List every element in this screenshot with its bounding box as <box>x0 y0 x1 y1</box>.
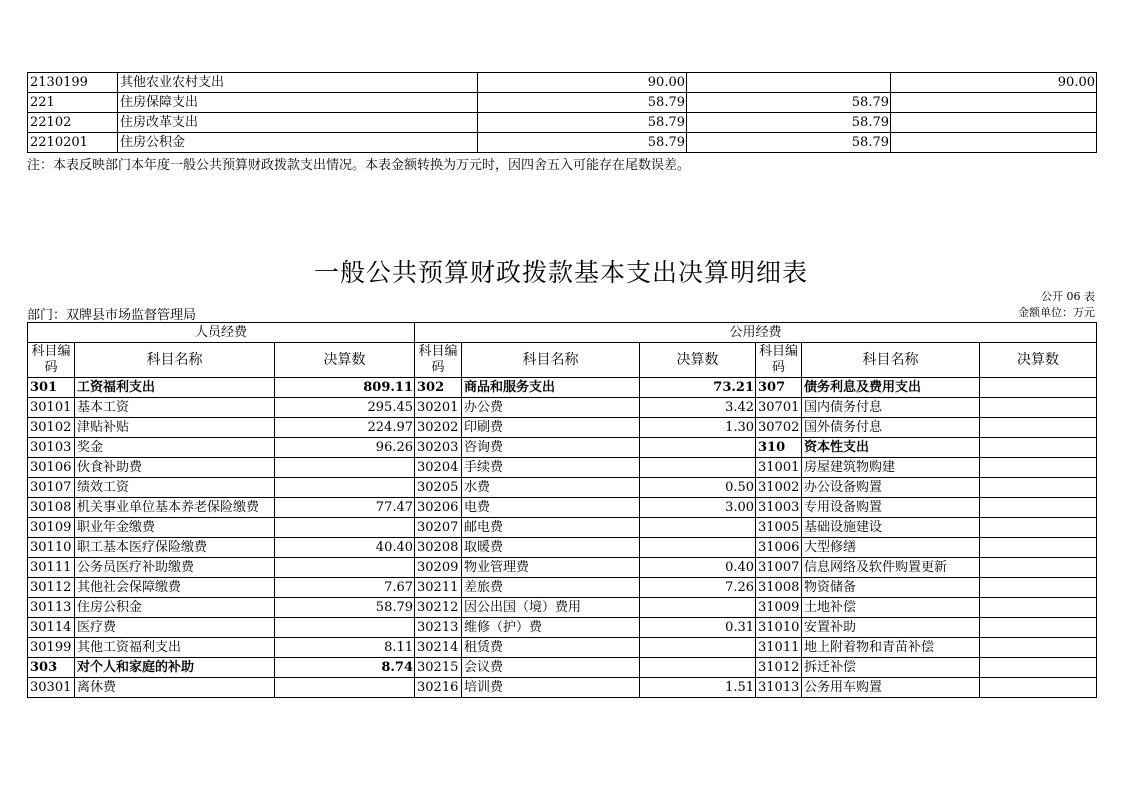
subject-code: 31007 <box>756 558 802 578</box>
subject-code: 30202 <box>415 418 462 438</box>
final-amount <box>980 478 1097 498</box>
subject-code: 31005 <box>756 518 802 538</box>
col-header-amount: 决算数 <box>275 343 415 378</box>
subject-code: 30101 <box>28 398 75 418</box>
project-amount: 90.00 <box>891 73 1097 93</box>
personnel-header: 人员经费 <box>28 323 415 343</box>
final-amount <box>980 438 1097 458</box>
final-amount <box>640 438 756 458</box>
subject-name: 离休费 <box>75 678 275 698</box>
subject-name: 租赁费 <box>462 638 640 658</box>
subject-code: 30215 <box>415 658 462 678</box>
basic-amount: 58.79 <box>687 93 891 113</box>
subject-code: 30203 <box>415 438 462 458</box>
subject-name: 专用设备购置 <box>802 498 980 518</box>
subject-code: 31009 <box>756 598 802 618</box>
subject-name: 取暖费 <box>462 538 640 558</box>
subject-name: 房屋建筑物购建 <box>802 458 980 478</box>
final-amount <box>275 678 415 698</box>
subject-name: 奖金 <box>75 438 275 458</box>
table-row <box>28 478 1097 498</box>
subject-code: 30208 <box>415 538 462 558</box>
subject-code: 31008 <box>756 578 802 598</box>
subject-name: 咨询费 <box>462 438 640 458</box>
final-amount: 1.51 <box>640 678 756 698</box>
final-amount <box>275 618 415 638</box>
subject-name: 办公设备购置 <box>802 478 980 498</box>
final-amount: 7.67 <box>275 578 415 598</box>
final-amount <box>275 558 415 578</box>
subject-name: 对个人和家庭的补助 <box>75 658 275 678</box>
final-amount: 73.21 <box>640 378 756 398</box>
form-number: 公开 06 表 <box>1041 290 1095 303</box>
subject-name: 机关事业单位基本养老保险缴费 <box>75 498 275 518</box>
table-row <box>28 638 1097 658</box>
table-row <box>28 498 1097 518</box>
subject-code: 30201 <box>415 398 462 418</box>
subject-name: 维修（护）费 <box>462 618 640 638</box>
subject-code: 30204 <box>415 458 462 478</box>
col-header-amount: 决算数 <box>980 343 1097 378</box>
subject-name: 拆迁补偿 <box>802 658 980 678</box>
table-row <box>28 658 1097 678</box>
final-amount <box>980 558 1097 578</box>
top-table-row <box>28 93 1097 113</box>
project-amount <box>891 93 1097 113</box>
final-amount <box>980 458 1097 478</box>
subject-code: 30212 <box>415 598 462 618</box>
subject-code: 301 <box>28 378 75 398</box>
subject-code: 30109 <box>28 518 75 538</box>
table-row <box>28 538 1097 558</box>
amount-unit-label: 金额单位：万元 <box>1018 306 1095 319</box>
final-amount <box>640 658 756 678</box>
subject-name: 医疗费 <box>75 618 275 638</box>
col-header-code: 科目编码 <box>756 343 802 378</box>
final-amount <box>275 478 415 498</box>
subject-code: 31013 <box>756 678 802 698</box>
subject-code: 2130199 <box>28 73 118 93</box>
subject-name: 安置补助 <box>802 618 980 638</box>
final-amount <box>640 598 756 618</box>
subject-code: 221 <box>28 93 118 113</box>
table-row <box>28 678 1097 698</box>
subject-name: 会议费 <box>462 658 640 678</box>
table-row <box>28 458 1097 478</box>
table-row <box>28 378 1097 398</box>
subject-name: 津贴补贴 <box>75 418 275 438</box>
subject-name: 培训费 <box>462 678 640 698</box>
final-amount <box>980 578 1097 598</box>
final-amount <box>980 518 1097 538</box>
final-amount <box>980 658 1097 678</box>
table-row <box>28 598 1097 618</box>
table-row <box>28 558 1097 578</box>
subject-name: 物业管理费 <box>462 558 640 578</box>
subject-code: 30110 <box>28 538 75 558</box>
final-amount: 224.97 <box>275 418 415 438</box>
final-amount <box>980 378 1097 398</box>
subject-name: 办公费 <box>462 398 640 418</box>
project-amount <box>891 133 1097 153</box>
project-amount <box>891 113 1097 133</box>
subject-code: 30702 <box>756 418 802 438</box>
table-row <box>28 518 1097 538</box>
top-table-row <box>28 113 1097 133</box>
subject-name: 基本工资 <box>75 398 275 418</box>
final-amount <box>640 538 756 558</box>
subject-code: 30216 <box>415 678 462 698</box>
subject-name: 国外债务付息 <box>802 418 980 438</box>
final-amount: 0.31 <box>640 618 756 638</box>
basic-amount: 58.79 <box>687 113 891 133</box>
table-row <box>28 438 1097 458</box>
final-amount: 8.74 <box>275 658 415 678</box>
subject-code: 2210201 <box>28 133 118 153</box>
subject-name: 职业年金缴费 <box>75 518 275 538</box>
final-amount: 96.26 <box>275 438 415 458</box>
subject-name: 住房公积金 <box>75 598 275 618</box>
subject-name: 其他工资福利支出 <box>75 638 275 658</box>
subject-code: 22102 <box>28 113 118 133</box>
final-amount <box>980 638 1097 658</box>
basic-amount <box>687 73 891 93</box>
total-amount: 90.00 <box>478 73 687 93</box>
subject-name: 商品和服务支出 <box>462 378 640 398</box>
subject-name: 基础设施建设 <box>802 518 980 538</box>
subject-code: 30701 <box>756 398 802 418</box>
subject-code: 30213 <box>415 618 462 638</box>
group-header-row <box>28 323 1097 343</box>
subject-code: 30108 <box>28 498 75 518</box>
subject-code: 30112 <box>28 578 75 598</box>
final-amount: 0.50 <box>640 478 756 498</box>
basic-expenditure-table <box>27 322 1097 698</box>
subject-code: 31012 <box>756 658 802 678</box>
subject-name: 国内债务付息 <box>802 398 980 418</box>
subject-code: 30106 <box>28 458 75 478</box>
subject-name: 公务用车购置 <box>802 678 980 698</box>
subject-code: 307 <box>756 378 802 398</box>
subject-code: 30209 <box>415 558 462 578</box>
final-amount <box>980 538 1097 558</box>
total-amount: 58.79 <box>478 93 687 113</box>
subject-code: 30102 <box>28 418 75 438</box>
final-amount <box>980 618 1097 638</box>
subject-name: 大型修缮 <box>802 538 980 558</box>
subject-code: 302 <box>415 378 462 398</box>
final-amount: 8.11 <box>275 638 415 658</box>
subject-name: 信息网络及软件购置更新 <box>802 558 980 578</box>
subject-name: 住房改革支出 <box>118 113 478 133</box>
subject-name: 公务员医疗补助缴费 <box>75 558 275 578</box>
final-amount: 40.40 <box>275 538 415 558</box>
subject-name: 其他农业农村支出 <box>118 73 478 93</box>
subject-name: 住房保障支出 <box>118 93 478 113</box>
col-header-amount: 决算数 <box>640 343 756 378</box>
final-amount: 3.00 <box>640 498 756 518</box>
final-amount: 7.26 <box>640 578 756 598</box>
basic-amount: 58.79 <box>687 133 891 153</box>
final-amount <box>275 458 415 478</box>
department-label: 部门：双牌县市场监督管理局 <box>27 308 197 323</box>
final-amount: 58.79 <box>275 598 415 618</box>
subject-name: 印刷费 <box>462 418 640 438</box>
final-amount: 809.11 <box>275 378 415 398</box>
public-header: 公用经费 <box>415 323 1097 343</box>
subject-code: 30207 <box>415 518 462 538</box>
subject-code: 30206 <box>415 498 462 518</box>
table-note: 注：本表反映部门本年度一般公共预算财政拨款支出情况。本表金额转换为万元时，因四舍五入可能存在尾数误差。 <box>27 158 691 173</box>
page-title: 一般公共预算财政拨款基本支出决算明细表 <box>313 258 808 287</box>
final-amount: 0.40 <box>640 558 756 578</box>
subject-name: 资本性支出 <box>802 438 980 458</box>
subject-name: 物资储备 <box>802 578 980 598</box>
subject-code: 30214 <box>415 638 462 658</box>
final-amount <box>640 518 756 538</box>
top-table-row <box>28 73 1097 93</box>
subject-code: 30107 <box>28 478 75 498</box>
subject-code: 31010 <box>756 618 802 638</box>
subject-code: 30211 <box>415 578 462 598</box>
column-header-row <box>28 343 1097 378</box>
subject-name: 地上附着物和青苗补偿 <box>802 638 980 658</box>
final-amount: 77.47 <box>275 498 415 518</box>
subject-code: 303 <box>28 658 75 678</box>
subject-code: 30205 <box>415 478 462 498</box>
final-amount <box>980 418 1097 438</box>
subject-name: 土地补偿 <box>802 598 980 618</box>
final-amount <box>980 598 1097 618</box>
total-amount: 58.79 <box>478 113 687 133</box>
final-amount: 295.45 <box>275 398 415 418</box>
subject-code: 31006 <box>756 538 802 558</box>
col-header-name: 科目名称 <box>462 343 640 378</box>
subject-name: 邮电费 <box>462 518 640 538</box>
subject-name: 水费 <box>462 478 640 498</box>
subject-code: 31011 <box>756 638 802 658</box>
subject-name: 因公出国（境）费用 <box>462 598 640 618</box>
subject-code: 30113 <box>28 598 75 618</box>
final-amount <box>980 498 1097 518</box>
subject-name: 电费 <box>462 498 640 518</box>
col-header-code: 科目编码 <box>415 343 462 378</box>
subject-name: 其他社会保障缴费 <box>75 578 275 598</box>
subject-name: 职工基本医疗保险缴费 <box>75 538 275 558</box>
top-expenditure-table <box>27 72 1097 153</box>
subject-code: 31001 <box>756 458 802 478</box>
subject-code: 30103 <box>28 438 75 458</box>
subject-name: 手续费 <box>462 458 640 478</box>
final-amount <box>640 638 756 658</box>
subject-code: 30199 <box>28 638 75 658</box>
final-amount <box>640 458 756 478</box>
final-amount <box>980 398 1097 418</box>
subject-code: 30301 <box>28 678 75 698</box>
table-row <box>28 398 1097 418</box>
subject-code: 310 <box>756 438 802 458</box>
final-amount: 1.30 <box>640 418 756 438</box>
subject-name: 伙食补助费 <box>75 458 275 478</box>
subject-name: 债务利息及费用支出 <box>802 378 980 398</box>
subject-code: 31002 <box>756 478 802 498</box>
total-amount: 58.79 <box>478 133 687 153</box>
table-row <box>28 618 1097 638</box>
final-amount <box>275 518 415 538</box>
table-row <box>28 578 1097 598</box>
final-amount <box>980 678 1097 698</box>
table-row <box>28 418 1097 438</box>
subject-name: 住房公积金 <box>118 133 478 153</box>
subject-name: 差旅费 <box>462 578 640 598</box>
subject-name: 绩效工资 <box>75 478 275 498</box>
subject-code: 31003 <box>756 498 802 518</box>
col-header-code: 科目编码 <box>28 343 75 378</box>
subject-code: 30111 <box>28 558 75 578</box>
top-table-row <box>28 133 1097 153</box>
col-header-name: 科目名称 <box>802 343 980 378</box>
subject-code: 30114 <box>28 618 75 638</box>
final-amount: 3.42 <box>640 398 756 418</box>
col-header-name: 科目名称 <box>75 343 275 378</box>
subject-name: 工资福利支出 <box>75 378 275 398</box>
